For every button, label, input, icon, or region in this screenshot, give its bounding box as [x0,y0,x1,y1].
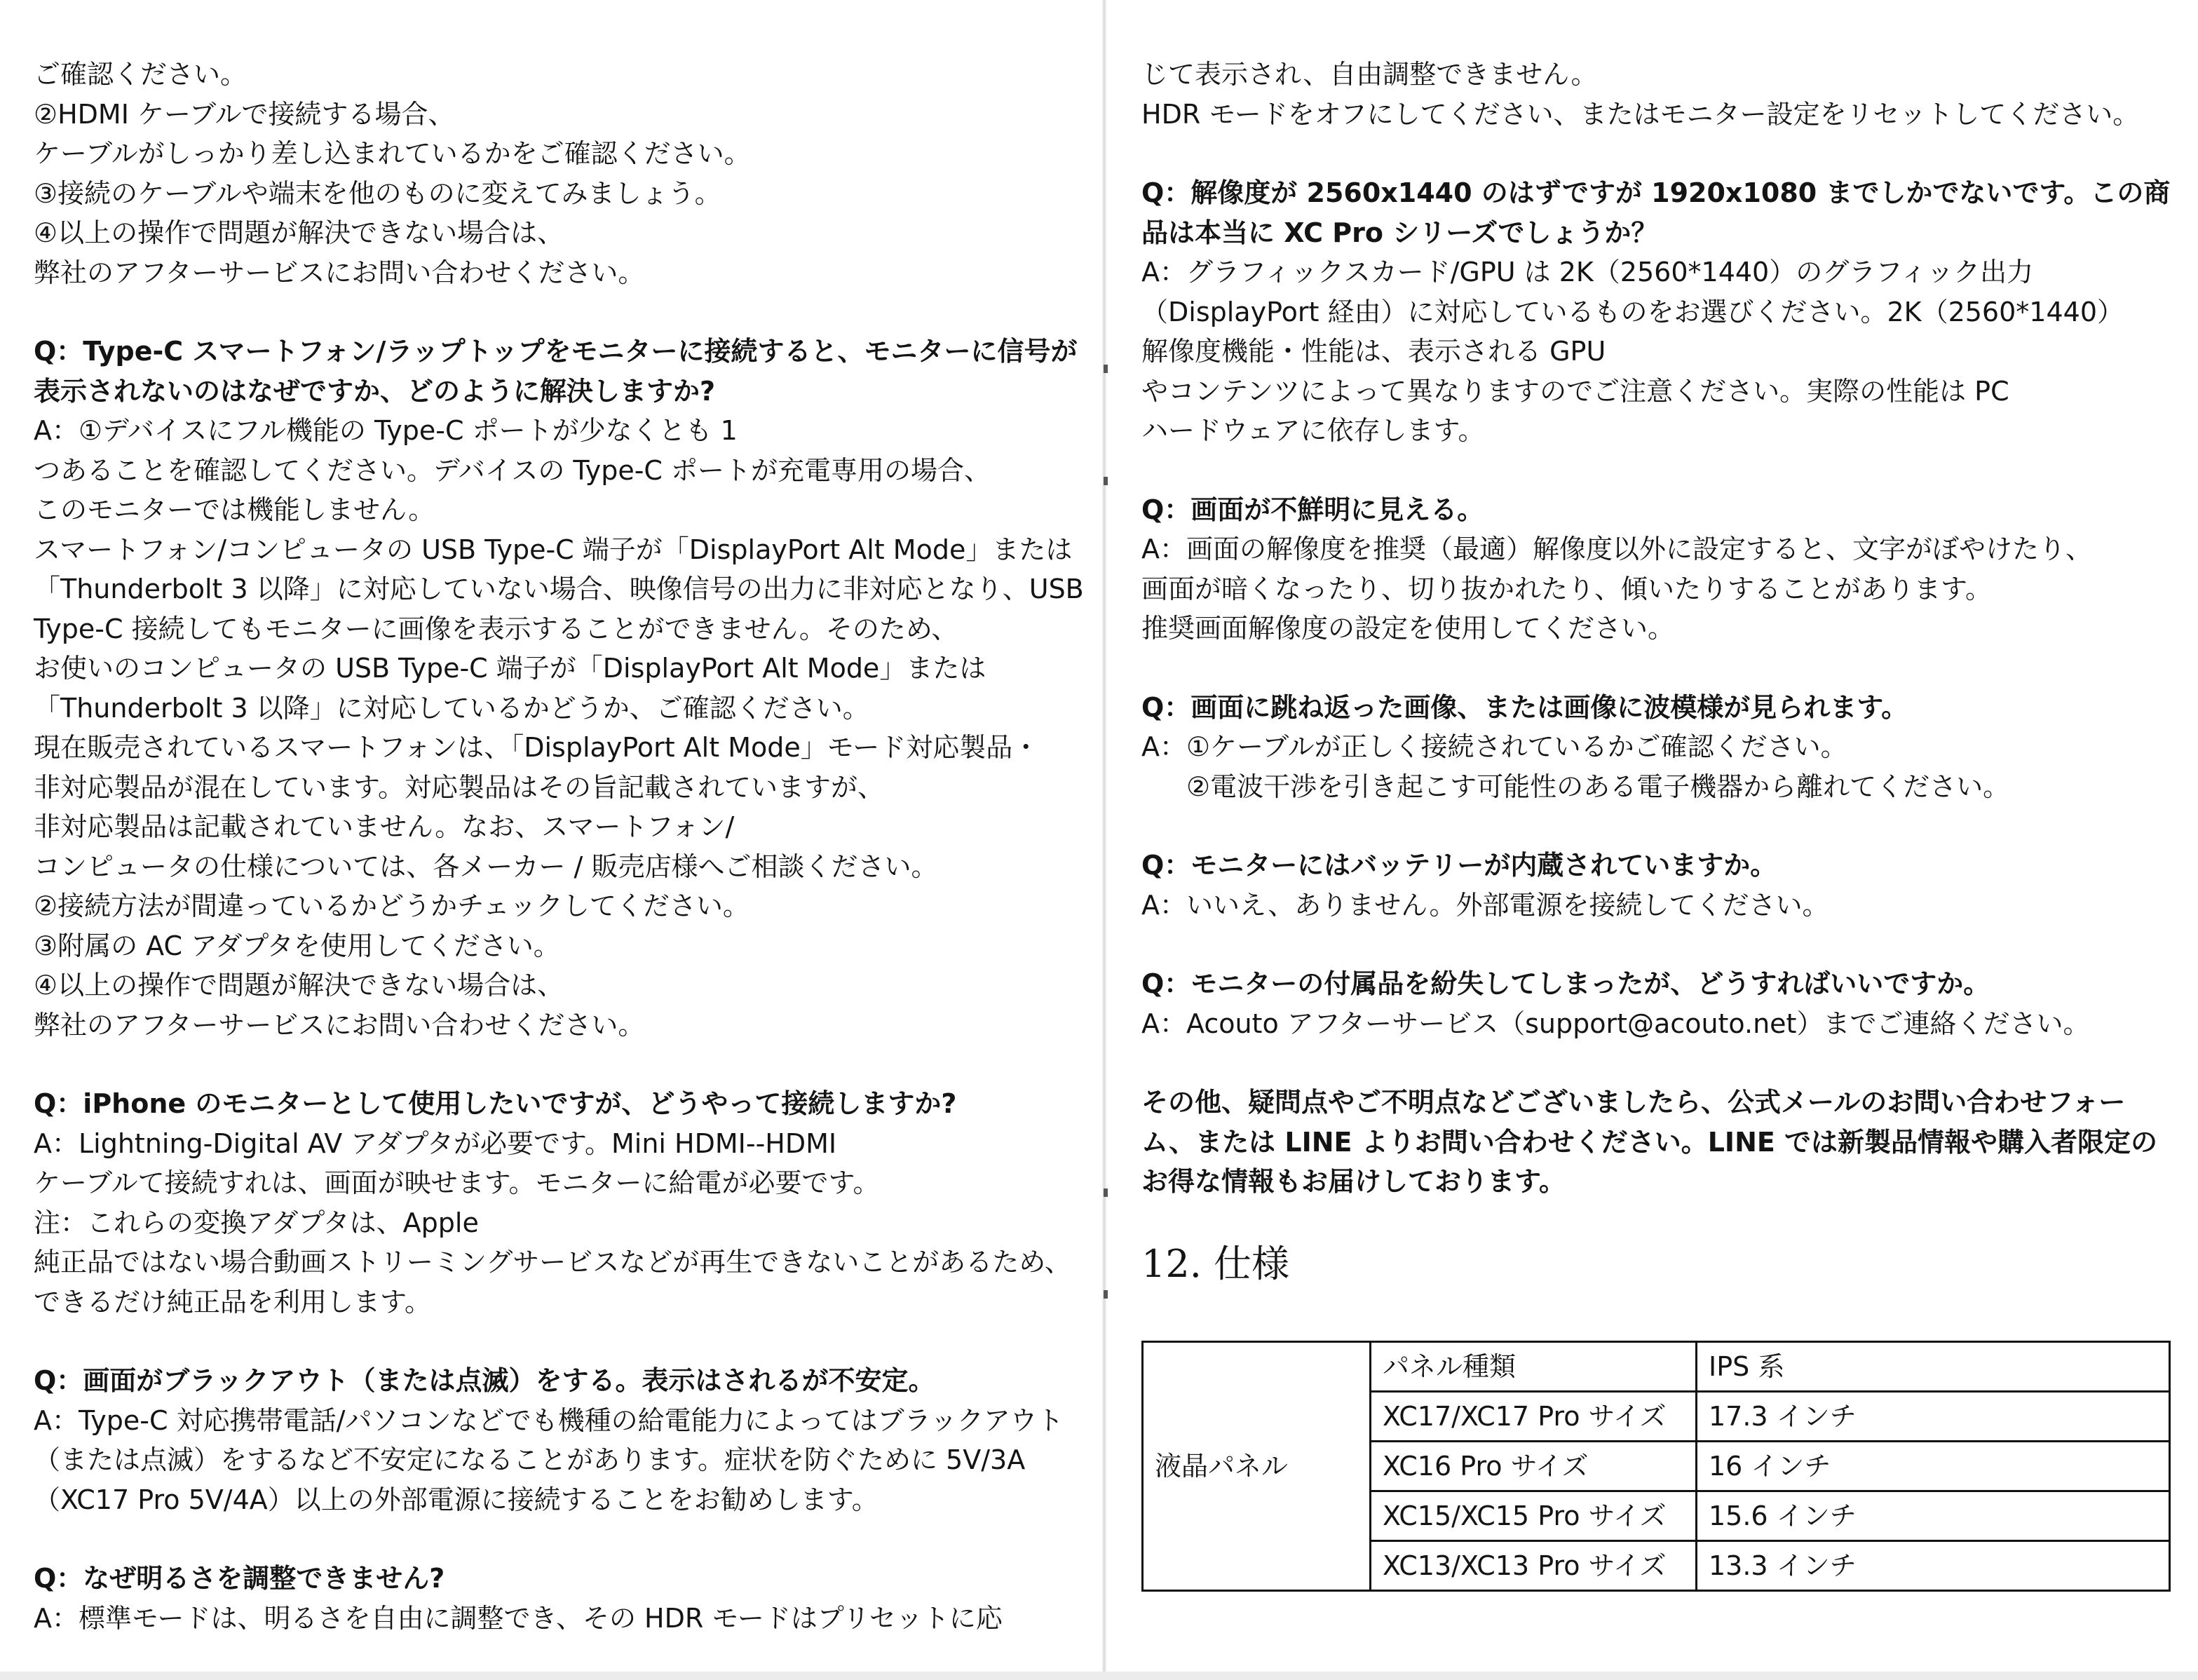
faq-question-typec: Q：Type-C スマートフォン/ラップトップをモニターに接続すると、モニターに信号が表示されないのはなぜですか、どのように解決しますか? [34,336,1078,407]
faq-answer: A：標準モードは、明るさを自由に調整でき、その HDR モードはプリセットに応 [34,1602,1003,1634]
faq-answer: A：画面の解像度を推奨（最適）解像度以外に設定すると、文字がぼやけたり、画面が暗くなったり、切り抜かれたり、傾いたりすることがあります。推奨画面解像度の設定を使用してください。 [1141,534,2092,644]
margin-mark [1104,1188,1108,1197]
section-heading-specs: 12. 仕様 [1141,1241,1290,1286]
page-fold [1102,0,1106,1680]
faq-answer: A：①ケーブルが正しく接続されているかご確認ください。 [1141,731,1847,762]
faq-answer: ④以上の操作で問題が解決できない場合は、弊社のアフターサービスにお問い合わせください。 [34,970,645,1041]
faq-answer: スマートフォン/コンピュータの USB Type-C 端子が「DisplayPort Alt Mode」または「Thunderbolt 3 以降」に対応していない場合、映像信号の出力に非対応となり、USB Type-C 接続してもモニターに画像を表示することができません。そのため、お使いのコンピュータの USB Type-C 端子が「DisplayPort Alt Mode」または「Thunderbolt 3 以降」に対応しているかどうか、ご確認ください。 [34,534,1092,724]
faq-answer: A：①デバイスにフル機能の Type-C ポートが少なくとも 1 つあることを確認してください。デバイスの Type-C ポートが充電専用の場合、このモニターでは機能しません。 [34,415,991,525]
spec-value: IPS 系 [1697,1341,2170,1391]
intro-line: ②HDMI ケーブルで接続する場合、ケーブルがしっかり差し込まれているかをご確認ください。 [34,98,751,169]
intro-line: ④以上の操作で問題が解決できない場合は、弊社のアフターサービスにお問い合わせください。 [34,217,645,288]
spec-value: 16 インチ [1697,1441,2170,1491]
faq-question-iphone: Q：iPhone のモニターとして使用したいですが、どうやって接続しますか? [34,1088,957,1119]
intro-line: ご確認ください。 [34,59,247,90]
faq-question-accessories: Q：モニターの付属品を紛失してしまったが、どうすればいいですか。 [1141,968,1990,999]
faq-question-resolution: Q：解像度が 2560x1440 のはずですが 1920x1080 までしかでないです。この商品は本当に XC Pro シリーズでしょうか？ [1141,177,2171,248]
continuation-line: じて表示され、自由調整できません。 [1141,59,1598,90]
spec-label: XC15/XC15 Pro サイズ [1371,1491,1697,1540]
faq-question-battery: Q：モニターにはバッテリーが内蔵されていますか。 [1141,850,1777,881]
faq-answer: ②電波干渉を引き起こす可能性のある電子機器から離れてください。 [1186,771,2010,802]
spec-label: XC16 Pro サイズ [1371,1441,1697,1491]
spec-value: 13.3 インチ [1697,1540,2170,1590]
spec-label: パネル種類 [1371,1341,1697,1391]
spec-value: 15.6 インチ [1697,1491,2170,1540]
spec-group-label: 液晶パネル [1143,1341,1371,1590]
faq-question-ghosting: Q：画面に跳ね返った画像、または画像に波模様が見られます。 [1141,691,1908,723]
margin-mark [1104,365,1108,373]
spec-table [1141,1341,2171,1592]
intro-line: ③接続のケーブルや端末を他のものに変えてみましょう。 [34,177,721,209]
faq-answer: A：Type-C 対応携帯電話/パソコンなどでも機種の給電能力によってはブラックアウト（または点滅）をするなど不安定になることがあります。症状を防ぐために 5V/3A（XC17 Pro 5V/4A）以上の外部電源に接続することをお勧めします。 [34,1404,1064,1515]
faq-answer: A：グラフィックスカード/GPU は 2K（2560*1440）のグラフィック出力（DisplayPort 経由）に対応しているものをお選びください。2K（2560*1440）解像度機能・性能は、表示される GPU やコンテンツによって異なりますのでご注意ください。実際の性能は PC ハードウェアに依存します。 [1141,257,2124,446]
spec-label: XC13/XC13 Pro サイズ [1371,1540,1697,1590]
spec-value: 17.3 インチ [1697,1391,2170,1441]
closing-paragraph: その他、疑問点やご不明点などございましたら、公式メールのお問い合わせフォーム、または LINE よりお問い合わせください。LINE では新製品情報や購入者限定のお得な情報もお届けしております。 [1141,1087,2158,1197]
margin-mark [1104,477,1108,485]
spec-label: XC17/XC17 Pro サイズ [1371,1391,1697,1441]
continuation-line: HDR モードをオフにしてください、またはモニター設定をリセットしてください。 [1141,98,2140,130]
left-column [34,55,1092,1638]
margin-mark [1104,1290,1108,1299]
faq-answer: A：いいえ、ありません。外部電源を接続してください。 [1141,889,1829,921]
faq-answer: ②接続方法が間違っているかどうかチェックしてください。 [34,890,749,921]
faq-answer: A：Lightning-Digital AV アダプタが必要です。Mini HDMI--HDMI ケーブルて接続すれは、画面が映せます。モニターに給電が必要です。 [34,1127,880,1198]
faq-question-blackout: Q：画面がブラックアウト（または点滅）をする。表示はされるが不安定。 [34,1365,935,1396]
faq-answer: A：Acouto アフターサービス（support@acouto.net）までご連絡ください。 [1141,1008,2090,1039]
table-row [1143,1341,2170,1391]
faq-answer: ③附属の AC アダプタを使用してください。 [34,930,560,961]
page-bottom-edge [0,1672,2198,1680]
faq-question-blurry: Q：画面が不鮮明に見える。 [1141,494,1484,525]
faq-answer: 注：これらの変換アダプタは、Apple 純正品ではない場合動画ストリーミングサービスなどが再生できないことがあるため、できるだけ純正品を利用します。 [34,1207,1071,1317]
right-column [1141,55,2172,1592]
faq-answer: 現在販売されているスマートフォンは、「DisplayPort Alt Mode」モード対応製品・非対応製品が混在しています。対応製品はその旨記載されていますが、非対応製品は記載されていません。なお、スマートフォン/コンピュータの仕様については、各メーカー / 販売店様へご相談ください。 [34,732,1040,882]
faq-question-brightness: Q：なぜ明るさを調整できません? [34,1563,445,1594]
